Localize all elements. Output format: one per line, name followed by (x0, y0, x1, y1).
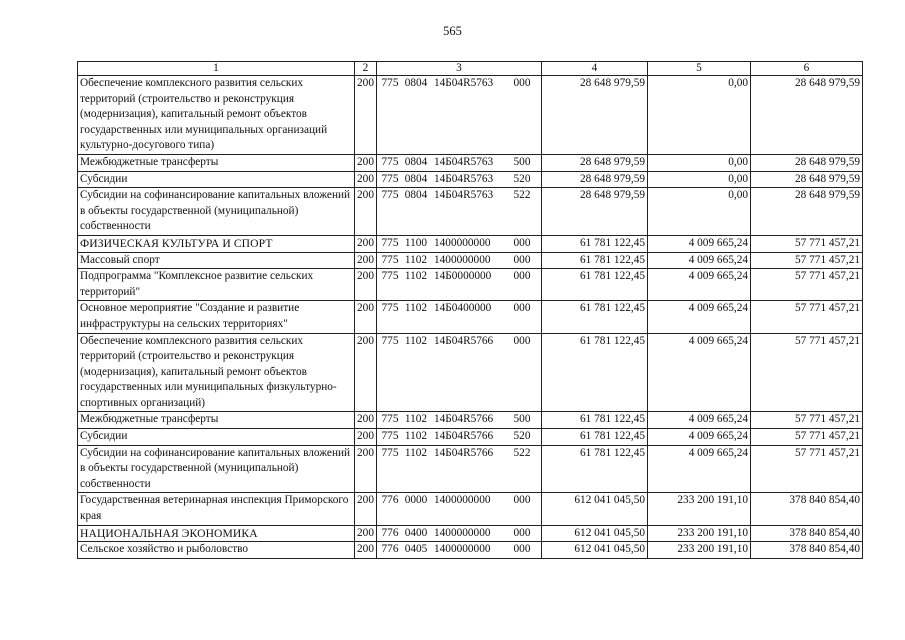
column-header: 3 (377, 62, 542, 76)
code-part-gr: 775 (381, 77, 399, 89)
amount-col6-cell: 28 648 979,59 (751, 188, 863, 236)
code-part-vr: 000 (513, 543, 531, 556)
amount-col4-cell: 28 648 979,59 (542, 188, 648, 236)
code-part-rz: 0804 (404, 77, 428, 89)
col2-cell: 200 (355, 252, 377, 269)
amount-col5-cell: 233 200 191,10 (648, 525, 751, 542)
code-part-vr: 000 (513, 494, 531, 507)
code-part-gr: 776 (381, 526, 399, 539)
amount-col5-cell: 233 200 191,10 (648, 493, 751, 525)
table-row (78, 525, 863, 542)
col2-cell: 200 (355, 154, 377, 171)
amount-col5-cell: 4 009 665,24 (648, 269, 751, 301)
code-part-gr: 775 (381, 253, 399, 266)
amount-col6-cell: 57 771 457,21 (751, 252, 863, 269)
code-part-gr: 776 (381, 543, 399, 556)
column-header: 1 (78, 62, 355, 76)
amount-col4-cell: 612 041 045,50 (542, 525, 648, 542)
amount-col6-cell: 28 648 979,59 (751, 171, 863, 188)
code-part-cs: 14Б0000000 (434, 270, 492, 283)
code-part-gr: 775 (381, 446, 399, 459)
row-name-cell: Подпрограмма "Комплексное развитие сельских территорий" (78, 269, 355, 301)
code-part-gr: 775 (381, 334, 399, 347)
amount-col6-cell: 57 771 457,21 (751, 333, 863, 412)
code-part-vr: 000 (513, 270, 531, 283)
code-part-vr: 522 (513, 446, 531, 459)
table-row (78, 252, 863, 269)
amount-col5-cell: 4 009 665,24 (648, 333, 751, 412)
code-part-cs: 14Б04R5766 (434, 430, 494, 443)
code-part-vr: 000 (513, 526, 531, 539)
amount-col4-cell: 61 781 122,45 (542, 301, 648, 333)
amount-col5-cell: 233 200 191,10 (648, 542, 751, 559)
amount-col6-cell: 57 771 457,21 (751, 235, 863, 252)
row-name-cell: ФИЗИЧЕСКАЯ КУЛЬТУРА И СПОРТ (78, 235, 355, 252)
table-row (78, 171, 863, 188)
row-name-cell: Обеспечение комплексного развития сельских территорий (строительство и реконструкция (модернизация), капитальный ремонт объектов государственных или муниципальных физкультурно-спортивных организаций) (78, 333, 355, 412)
budget-code-cell (377, 76, 542, 155)
amount-col4-cell: 28 648 979,59 (542, 171, 648, 188)
code-part-cs: 14Б0400000 (434, 302, 492, 315)
code-part-gr: 775 (381, 189, 399, 202)
budget-code-cell (377, 542, 542, 559)
column-header: 5 (648, 62, 751, 76)
code-part-vr: 522 (513, 189, 531, 202)
table-row (78, 76, 863, 155)
col2-cell: 200 (355, 542, 377, 559)
row-name-cell: Субсидии на софинансирование капитальных вложений в объекты государственной (муниципальной) собственности (78, 188, 355, 236)
code-part-vr: 000 (513, 334, 531, 347)
budget-code-cell (377, 235, 542, 252)
code-part-rz: 1102 (404, 446, 428, 459)
col2-cell: 200 (355, 269, 377, 301)
amount-col6-cell: 57 771 457,21 (751, 301, 863, 333)
row-name-cell: Субсидии (78, 171, 355, 188)
code-part-rz: 0804 (404, 172, 428, 185)
col2-cell: 200 (355, 171, 377, 188)
amount-col4-cell: 28 648 979,59 (542, 154, 648, 171)
budget-code-cell (377, 445, 542, 493)
amount-col6-cell: 57 771 457,21 (751, 429, 863, 446)
row-name-cell: Сельское хозяйство и рыболовство (78, 542, 355, 559)
code-part-cs: 14Б04R5763 (434, 172, 494, 185)
amount-col5-cell: 4 009 665,24 (648, 252, 751, 269)
budget-code-cell (377, 429, 542, 446)
col2-cell: 200 (355, 445, 377, 493)
code-part-cs: 14Б04R5766 (434, 446, 494, 459)
amount-col6-cell: 378 840 854,40 (751, 493, 863, 525)
code-part-cs: 1400000000 (434, 236, 491, 249)
code-part-vr: 500 (513, 413, 531, 426)
code-part-rz: 1102 (404, 253, 428, 266)
amount-col6-cell: 28 648 979,59 (751, 76, 863, 155)
code-part-rz: 0400 (404, 526, 428, 539)
amount-col4-cell: 61 781 122,45 (542, 412, 648, 429)
amount-col6-cell: 57 771 457,21 (751, 269, 863, 301)
code-part-cs: 14Б04R5766 (434, 413, 494, 426)
row-name-cell: Государственная ветеринарная инспекция Приморского края (78, 493, 355, 525)
code-part-cs: 14Б04R5763 (434, 155, 494, 168)
amount-col6-cell: 57 771 457,21 (751, 445, 863, 493)
budget-code-cell (377, 493, 542, 525)
col2-cell: 200 (355, 429, 377, 446)
budget-code-cell (377, 252, 542, 269)
code-part-vr: 000 (513, 253, 531, 266)
code-part-gr: 775 (381, 270, 399, 283)
code-part-rz: 1102 (404, 270, 428, 283)
col2-cell: 200 (355, 412, 377, 429)
column-header: 2 (355, 62, 377, 76)
budget-code-cell (377, 333, 542, 412)
amount-col6-cell: 378 840 854,40 (751, 525, 863, 542)
budget-code-cell (377, 171, 542, 188)
row-name-cell: Обеспечение комплексного развития сельских территорий (строительство и реконструкция (модернизация), капитальный ремонт объектов государственных или муниципальных организаций культурно-досугового типа) (78, 76, 355, 155)
budget-code-cell (377, 301, 542, 333)
amount-col4-cell: 61 781 122,45 (542, 269, 648, 301)
amount-col5-cell: 4 009 665,24 (648, 235, 751, 252)
col2-cell: 200 (355, 333, 377, 412)
table-row (78, 269, 863, 301)
code-part-rz: 0000 (404, 494, 428, 507)
code-part-rz: 1102 (404, 413, 428, 426)
row-name-cell: Основное мероприятие "Создание и развитие инфраструктуры на сельских территориях" (78, 301, 355, 333)
amount-col5-cell: 4 009 665,24 (648, 412, 751, 429)
table-row (78, 235, 863, 252)
code-part-gr: 775 (381, 413, 399, 426)
row-name-cell: Субсидии на софинансирование капитальных вложений в объекты государственной (муниципальной) собственности (78, 445, 355, 493)
code-part-vr: 000 (513, 302, 531, 315)
row-name-cell: Межбюджетные трансферты (78, 412, 355, 429)
budget-code-cell (377, 154, 542, 171)
amount-col5-cell: 0,00 (648, 76, 751, 155)
code-part-vr: 000 (513, 77, 531, 89)
code-part-vr: 000 (513, 236, 531, 249)
table-row (78, 188, 863, 236)
col2-cell: 200 (355, 188, 377, 236)
row-name-cell: НАЦИОНАЛЬНАЯ ЭКОНОМИКА (78, 525, 355, 542)
code-part-cs: 1400000000 (434, 543, 491, 556)
col2-cell: 200 (355, 235, 377, 252)
row-name-cell: Субсидии (78, 429, 355, 446)
amount-col5-cell: 0,00 (648, 188, 751, 236)
code-part-cs: 1400000000 (434, 253, 491, 266)
code-part-rz: 1100 (404, 236, 428, 249)
table-row (78, 493, 863, 525)
table-row (78, 542, 863, 559)
code-part-gr: 775 (381, 430, 399, 443)
code-part-gr: 775 (381, 155, 399, 168)
code-part-vr: 520 (513, 172, 531, 185)
code-part-rz: 1102 (404, 334, 428, 347)
amount-col4-cell: 61 781 122,45 (542, 333, 648, 412)
page-number: 565 (443, 24, 462, 38)
code-part-vr: 500 (513, 155, 531, 168)
budget-code-cell (377, 525, 542, 542)
code-part-cs: 14Б04R5763 (434, 189, 494, 202)
column-header: 4 (542, 62, 648, 76)
code-part-cs: 14Б04R5763 (434, 77, 494, 89)
code-part-cs: 1400000000 (434, 494, 491, 507)
table-row (78, 429, 863, 446)
table-header-row (78, 62, 863, 76)
code-part-rz: 0804 (404, 189, 428, 202)
row-name-cell: Массовый спорт (78, 252, 355, 269)
budget-code-cell (377, 269, 542, 301)
code-part-rz: 1102 (404, 430, 428, 443)
table-row (78, 333, 863, 412)
table-row (78, 445, 863, 493)
amount-col4-cell: 612 041 045,50 (542, 542, 648, 559)
table-row (78, 154, 863, 171)
code-part-rz: 0405 (404, 543, 428, 556)
amount-col5-cell: 0,00 (648, 171, 751, 188)
amount-col5-cell: 0,00 (648, 154, 751, 171)
amount-col5-cell: 4 009 665,24 (648, 429, 751, 446)
col2-cell: 200 (355, 525, 377, 542)
amount-col4-cell: 61 781 122,45 (542, 252, 648, 269)
column-header: 6 (751, 62, 863, 76)
code-part-gr: 775 (381, 236, 399, 249)
row-name-cell: Межбюджетные трансферты (78, 154, 355, 171)
col2-cell: 200 (355, 301, 377, 333)
code-part-gr: 775 (381, 302, 399, 315)
amount-col4-cell: 612 041 045,50 (542, 493, 648, 525)
code-part-cs: 1400000000 (434, 526, 491, 539)
col2-cell: 200 (355, 493, 377, 525)
table-row (78, 412, 863, 429)
code-part-rz: 0804 (404, 155, 428, 168)
amount-col4-cell: 61 781 122,45 (542, 445, 648, 493)
code-part-gr: 776 (381, 494, 399, 507)
amount-col5-cell: 4 009 665,24 (648, 301, 751, 333)
amount-col6-cell: 57 771 457,21 (751, 412, 863, 429)
budget-code-cell (377, 188, 542, 236)
amount-col6-cell: 28 648 979,59 (751, 154, 863, 171)
col2-cell: 200 (355, 76, 377, 155)
amount-col4-cell: 61 781 122,45 (542, 235, 648, 252)
amount-col6-cell: 378 840 854,40 (751, 542, 863, 559)
code-part-cs: 14Б04R5766 (434, 334, 494, 347)
table-row (78, 301, 863, 333)
code-part-rz: 1102 (404, 302, 428, 315)
amount-col5-cell: 4 009 665,24 (648, 445, 751, 493)
amount-col4-cell: 61 781 122,45 (542, 429, 648, 446)
amount-col4-cell: 28 648 979,59 (542, 76, 648, 155)
code-part-gr: 775 (381, 172, 399, 185)
budget-code-cell (377, 412, 542, 429)
code-part-vr: 520 (513, 430, 531, 443)
budget-table (77, 61, 863, 559)
